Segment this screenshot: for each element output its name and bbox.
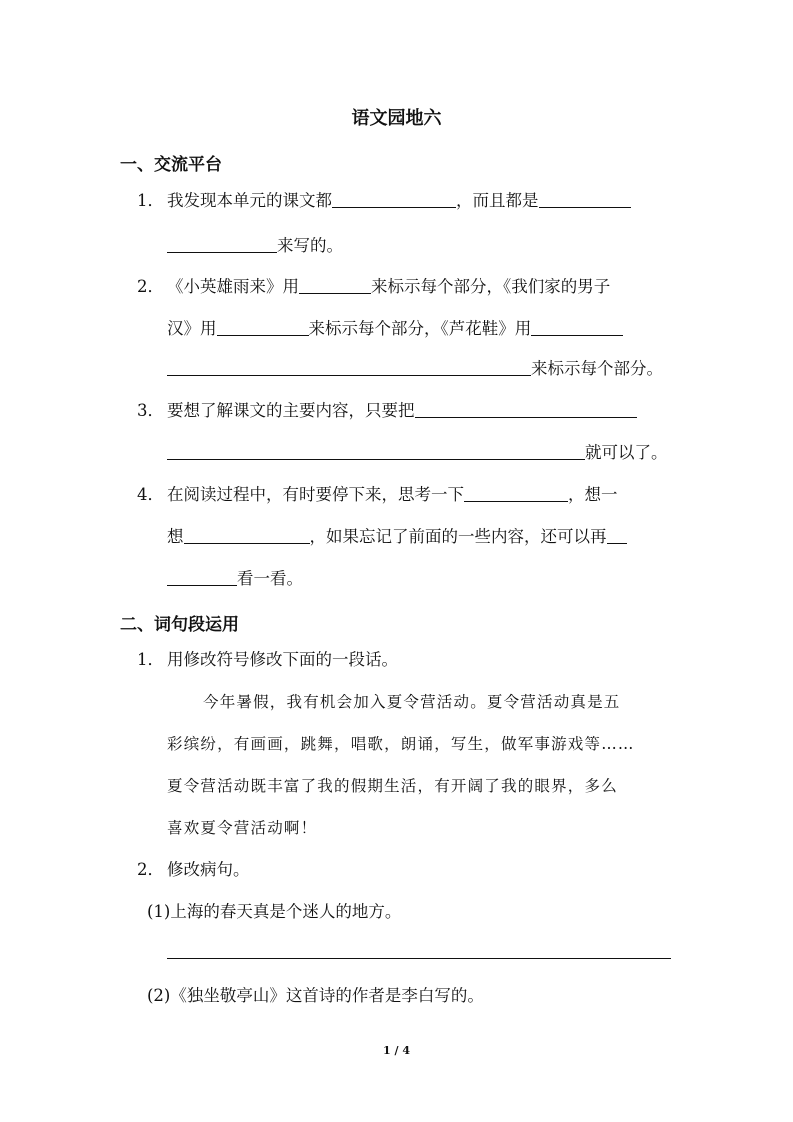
question-2-text-e: 来标示每个部分。 <box>531 359 663 378</box>
question-1-text-b: ，而且都是 <box>456 191 539 210</box>
passage-line-4: 喜欢夏令营活动啊！ <box>167 819 318 837</box>
task-number-1: 1． <box>137 650 164 669</box>
section-heading-2: 二、词句段运用 <box>120 615 239 635</box>
question-1-line-1 <box>167 190 631 212</box>
answer-blank[interactable] <box>167 443 585 460</box>
question-number-3: 3． <box>137 401 164 420</box>
question-1-text-c: 来写的。 <box>277 236 343 255</box>
passage-line-1: 今年暑假，我有机会加入夏令营活动。夏令营活动真是五 <box>203 693 621 711</box>
faulty-sentence-1: (1)上海的春天真是个迷人的地方。 <box>147 902 402 921</box>
section-heading-1: 一、交流平台 <box>120 155 222 175</box>
question-2-line-1 <box>167 276 610 298</box>
task-1-instruction: 用修改符号修改下面的一段话。 <box>167 650 398 669</box>
answer-blank[interactable] <box>299 277 371 294</box>
page-number: 1 / 4 <box>383 1044 410 1057</box>
question-3-line-1 <box>167 400 637 422</box>
answer-blank[interactable] <box>607 527 627 544</box>
answer-blank[interactable] <box>217 319 309 336</box>
question-number-1: 1． <box>137 191 164 210</box>
answer-blank[interactable] <box>531 319 623 336</box>
task-number-2: 2． <box>137 860 164 879</box>
question-4-text-d: ，如果忘记了前面的一些内容，还可以再 <box>309 527 607 546</box>
question-2-text-c: 汉》用 <box>167 319 217 338</box>
answer-blank[interactable] <box>415 401 637 418</box>
passage-line-2: 彩缤纷，有画画，跳舞，唱歌，朗诵，写生，做军事游戏等…… <box>167 735 635 753</box>
passage-line-3: 夏令营活动既丰富了我的假期生活，有开阔了我的眼界，多么 <box>167 777 618 795</box>
question-4-line-2 <box>167 526 627 548</box>
answer-line[interactable] <box>167 958 671 959</box>
question-4-line-1 <box>167 484 618 506</box>
question-2-text-a: 《小英雄雨来》用 <box>167 277 299 296</box>
answer-blank[interactable] <box>184 527 310 544</box>
question-2-text-b: 来标示每个部分，《我们家的男子 <box>371 277 611 296</box>
question-2-line-2 <box>167 318 623 340</box>
answer-blank[interactable] <box>464 485 568 502</box>
task-2-instruction: 修改病句。 <box>167 860 250 879</box>
question-number-2: 2． <box>137 277 164 296</box>
answer-blank[interactable] <box>167 359 531 376</box>
question-4-line-3 <box>167 568 303 590</box>
question-4-text-e: 看一看。 <box>237 569 303 588</box>
question-1-text-a: 我发现本单元的课文都 <box>167 191 332 210</box>
question-4-text-c: 想 <box>167 527 184 546</box>
question-3-text-a: 要想了解课文的主要内容，只要把 <box>167 401 415 420</box>
question-4-text-b: ，想一 <box>568 485 618 504</box>
answer-blank[interactable] <box>539 191 631 208</box>
answer-blank[interactable] <box>332 191 456 208</box>
question-4-text-a: 在阅读过程中，有时要停下来，思考一下 <box>167 485 464 504</box>
question-2-text-d: 来标示每个部分，《芦花鞋》用 <box>308 319 532 338</box>
question-3-line-2 <box>167 442 668 464</box>
question-number-4: 4． <box>137 485 164 504</box>
question-2-line-3 <box>167 358 663 380</box>
page-title: 语文园地六 <box>351 108 442 129</box>
answer-blank[interactable] <box>167 569 237 586</box>
faulty-sentence-2: (2)《独坐敬亭山》这首诗的作者是李白写的。 <box>147 986 484 1005</box>
question-3-text-b: 就可以了。 <box>585 443 668 462</box>
answer-blank[interactable] <box>167 236 277 253</box>
question-1-line-2 <box>167 235 343 257</box>
